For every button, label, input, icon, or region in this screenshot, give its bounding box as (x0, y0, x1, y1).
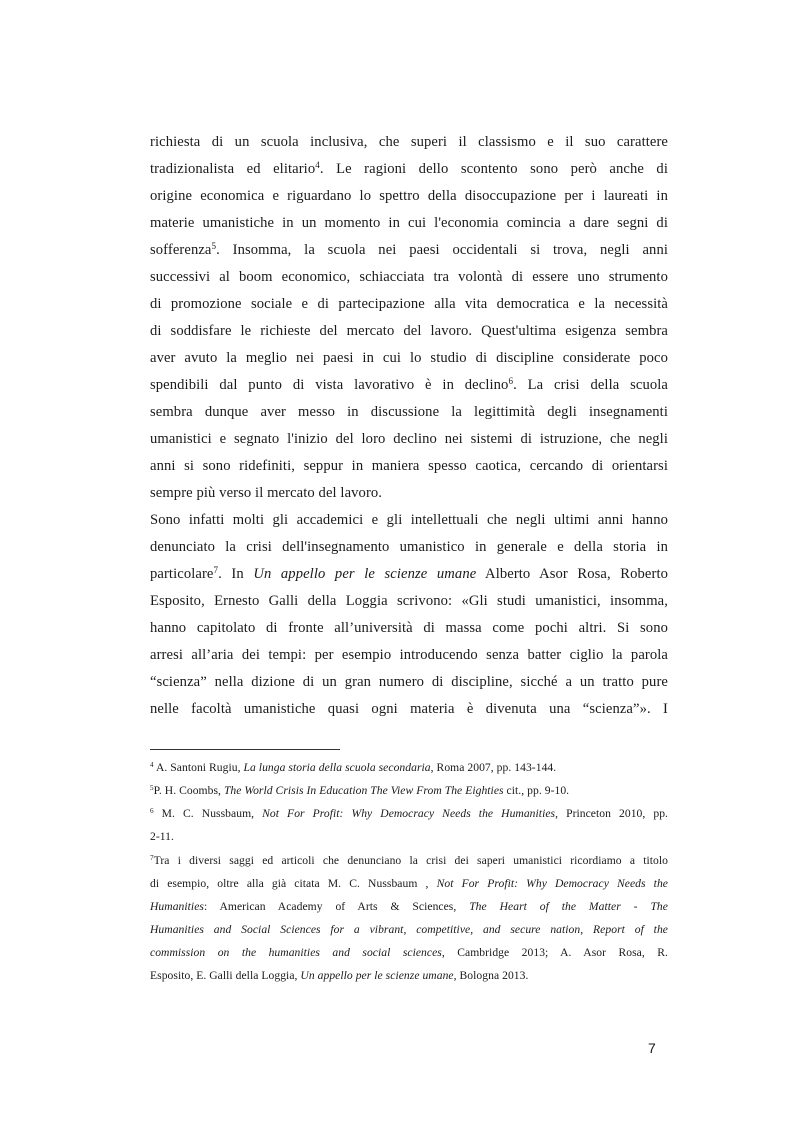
book-title: The World Crisis In Education The View From The Eighties (223, 784, 504, 797)
text-run: spendibili dal punto di vista lavorativo è in declino (150, 377, 509, 393)
body-line-13: anni si sono ridefiniti, seppur in maniera spesso caotica, cercando di orientarsi (150, 458, 668, 474)
body-line-9: aver avuto la meglio nei paesi in cui lo studio di discipline considerate poco (150, 350, 668, 366)
footnote-ref-6[interactable]: 6 (508, 376, 514, 387)
footnote-7-line-2 (150, 877, 668, 890)
book-title: La lunga storia della scuola secondaria (243, 761, 431, 774)
body-line-22: nelle facoltà umanistiche quasi ogni materia è divenuta una “scienza”». I (150, 701, 668, 717)
body-line-1: richiesta di un scuola inclusiva, che superi il classismo e il suo carattere (150, 134, 668, 150)
book-title: Report of the (593, 923, 668, 936)
footnote-6 (150, 807, 668, 820)
body-line-21: “scienza” nella dizione di un gran numero di discipline, sicché a un tratto pure (150, 674, 668, 690)
book-title: Not For Profit: Why Democracy Needs the Humanities (262, 807, 556, 820)
text-run: , Princeton 2010, pp. (555, 807, 669, 820)
footnote-separator (150, 749, 340, 750)
body-line-6: successivi al boom economico, schiacciata tra volontà di essere uno strumento (150, 269, 668, 285)
footnote-number: 7 (150, 854, 154, 863)
body-line-5 (150, 242, 668, 259)
body-line-8: di soddisfare le richieste del mercato del lavoro. Quest'ultima esigenza sembra (150, 323, 668, 339)
footnote-ref-7[interactable]: 7 (213, 565, 219, 576)
text-run: . In (218, 566, 254, 582)
footnote-7-line-4 (150, 923, 668, 936)
footnote-number: 4 (150, 761, 154, 770)
text-run: Alberto Asor Rosa, Roberto (476, 566, 668, 582)
text-run: : American Academy of Arts & Sciences, (203, 900, 470, 913)
page-number: 7 (648, 1040, 656, 1056)
footnote-ref-5[interactable]: 5 (211, 241, 217, 252)
book-title: Humanities (150, 900, 204, 913)
body-line-20: arresi all’aria dei tempi: per esempio introducendo senza batter ciglio la parola (150, 647, 668, 663)
footnote-ref-4[interactable]: 4 (315, 160, 320, 171)
text-run: P. H. Coombs, (153, 784, 224, 797)
text-run: A. Santoni Rugiu, (153, 761, 244, 774)
text-run: Tra i diversi saggi ed articoli che denunciano la crisi dei saperi umanistici ricordiamo a titolo (153, 854, 668, 867)
footnote-5 (150, 784, 668, 797)
body-line-19: hanno capitolato di fronte all’università di massa come pochi altri. Si sono (150, 620, 668, 636)
footnote-7 (150, 854, 668, 867)
body-line-7: di promozione sociale e di partecipazione alla vita democratica e la necessità (150, 296, 668, 312)
footnote-7-line-3 (150, 900, 668, 913)
book-title: Humanities and Social Sciences for a vibrant, competitive, and secure nation, (150, 923, 584, 936)
body-line-16: denunciato la crisi dell'insegnamento umanistico in generale e della storia in (150, 539, 668, 555)
body-line-10 (150, 377, 668, 394)
book-title: commission on the humanities and social sciences (150, 946, 442, 959)
text-run: . Insomma, la scuola nei paesi occidentali si trova, negli anni (216, 242, 668, 258)
body-line-3: origine economica e riguardano lo spettro della disoccupazione per i laureati in (150, 188, 668, 204)
body-line-14: sempre più verso il mercato del lavoro. (150, 485, 383, 501)
text-run: , Roma 2007, pp. 143-144. (430, 761, 557, 774)
text-run: , Cambridge 2013; A. Asor Rosa, R. (441, 946, 668, 959)
text-run: . Le ragioni dello scontento sono però anche di (319, 161, 668, 177)
book-title: Un appello per le scienze umane (253, 566, 477, 582)
footnote-number: 6 (150, 807, 154, 816)
text-run: sofferenza (150, 242, 212, 258)
book-title: Un appello per le scienze umane (300, 969, 454, 982)
text-run: particolare (150, 566, 214, 582)
body-line-17 (150, 566, 668, 583)
text-run: di esempio, oltre alla già citata M. C. Nussbaum , (150, 877, 437, 890)
body-line-2 (150, 161, 668, 178)
text-run: cit., pp. 9-10. (503, 784, 570, 797)
text-run: tradizionalista ed elitario (150, 161, 316, 177)
footnote-7-line-6 (150, 969, 668, 982)
body-line-4: materie umanistiche in un momento in cui l'economia comincia a dare segni di (150, 215, 668, 231)
text-run: , Bologna 2013. (453, 969, 529, 982)
body-line-12: umanistici e segnato l'inizio del loro declino nei sistemi di istruzione, che negli (150, 431, 668, 447)
text-run: M. C. Nussbaum, (153, 807, 263, 820)
book-title: The Heart of the Matter - The (469, 900, 668, 913)
text-run (583, 923, 593, 936)
text-run: Esposito, E. Galli della Loggia, (150, 969, 301, 982)
body-line-11: sembra dunque aver messo in discussione la legittimità degli insegnamenti (150, 404, 668, 420)
body-line-15: Sono infatti molti gli accademici e gli intellettuali che negli ultimi anni hanno (150, 512, 668, 528)
footnote-4 (150, 761, 668, 774)
text-run: . La crisi della scuola (513, 377, 668, 393)
book-title: Not For Profit: Why Democracy Needs the (436, 877, 668, 890)
footnote-6-cont: 2-11. (150, 830, 174, 843)
footnote-7-line-5 (150, 946, 668, 959)
body-line-18: Esposito, Ernesto Galli della Loggia scrivono: «Gli studi umanistici, insomma, (150, 593, 668, 609)
footnote-number: 5 (150, 784, 154, 793)
